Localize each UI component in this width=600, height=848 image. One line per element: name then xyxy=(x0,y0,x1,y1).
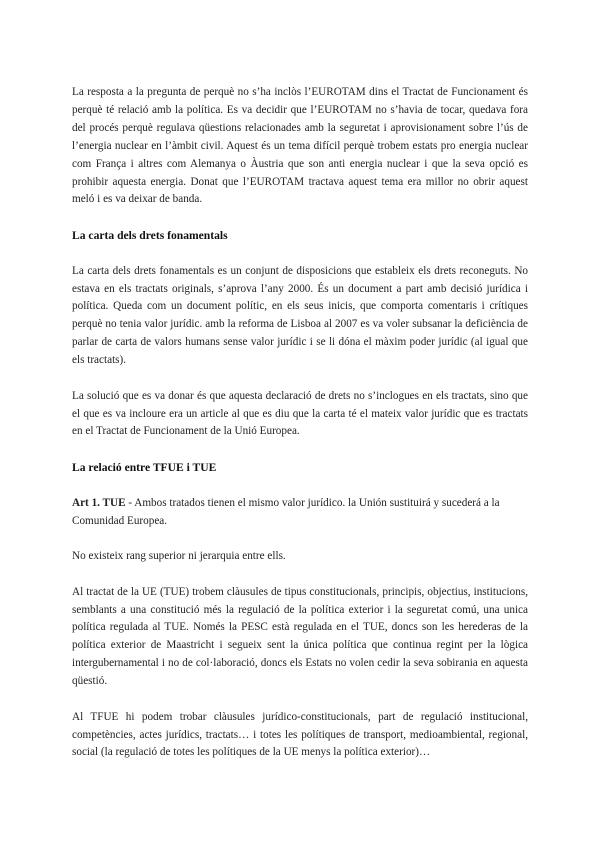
heading-carta-drets: La carta dels drets fonamentals xyxy=(72,228,228,242)
paragraph-carta-drets: La carta dels drets fonamentals es un conjunt de disposicions que estableix els drets reconeguts. No estava en els tractats originals, s’aprova l’any 2000. És un document a part amb decisió jurídica i política. Queda com un document polític, en els seus inicis, que comporta comentaris i crítiques perquè no tenia valor jurídic. amb la reforma de Lisboa al 2007 es va voler subsanar la deficiència de parlar de carta de valors humans sense valor jurídic i se li dóna el màxim poder jurídic (al igual que els tractats). xyxy=(72,264,528,367)
heading-relacio-tfue-tue: La relació entre TFUE i TUE xyxy=(72,460,217,474)
document-page xyxy=(72,84,528,762)
article-reference: Art 1. TUE xyxy=(72,496,126,509)
paragraph-solucio: La solució que es va donar és que aquesta declaració de drets no s’inclogues en els tractats, sino que el que es va incloure era un article al que es diu que la carta té el mateix valor jurídic que es tractats en el Tractat de Funcionament de la Unió Europea. xyxy=(72,389,528,438)
paragraph-eurotam: La resposta a la pregunta de perquè no s’ha inclòs l’EUROTAM dins el Tractat de Funcionament és perquè té relació amb la política. Es va decidir que l’EUROTAM no s’havia de tocar, quedava fora del procés perquè regulava qüestions relacionades amb la seguretat i aprovisionament sobre l’ús de l’energia nuclear en l’àmbit civil. Aquest és un tema difícil perquè trobem estats pro energia nuclear com França i altres com Alemanya o Àustria que son anti energia nuclear i que la seva opció es prohibir aquesta energia. Donat que l’EUROTAM tractava aquest tema era millor no obrir aquest meló i es va deixar de banda. xyxy=(72,86,528,206)
paragraph-no-jerarquia: No existeix rang superior ni jerarquia entre ells. xyxy=(72,550,286,563)
paragraph-art1-tue xyxy=(72,495,528,531)
paragraph-tfue: Al TFUE hi podem trobar clàusules jurídico-constitucionals, part de regulació institucional, competències, actes jurídics, tractats… i totes les polítiques de transport, medioambiental, regional, social (la regulació de totes les polítiques de la UE menys la política exterior)… xyxy=(72,710,528,759)
article-text: - Ambos tratados tienen el mismo valor jurídico. la Unión sustituirá y sucederá a la Comunidad Europea. xyxy=(72,496,500,527)
paragraph-tue: Al tractat de la UE (TUE) trobem clàusules de tipus constitucionals, principis, objectius, institucions, semblants a una constitució més la regulació de la política exterior i la seguretat comú, una unica política regulada al TUE. Només la PESC està regulada en el TUE, doncs son les herederas de la política exterior de Maastricht i segueix sent la única política que continua regint per la lògica intergubernamental i no de col·laboració, doncs els Estats no volen cedir la seva sobirania en aquesta qüestió. xyxy=(72,585,528,688)
